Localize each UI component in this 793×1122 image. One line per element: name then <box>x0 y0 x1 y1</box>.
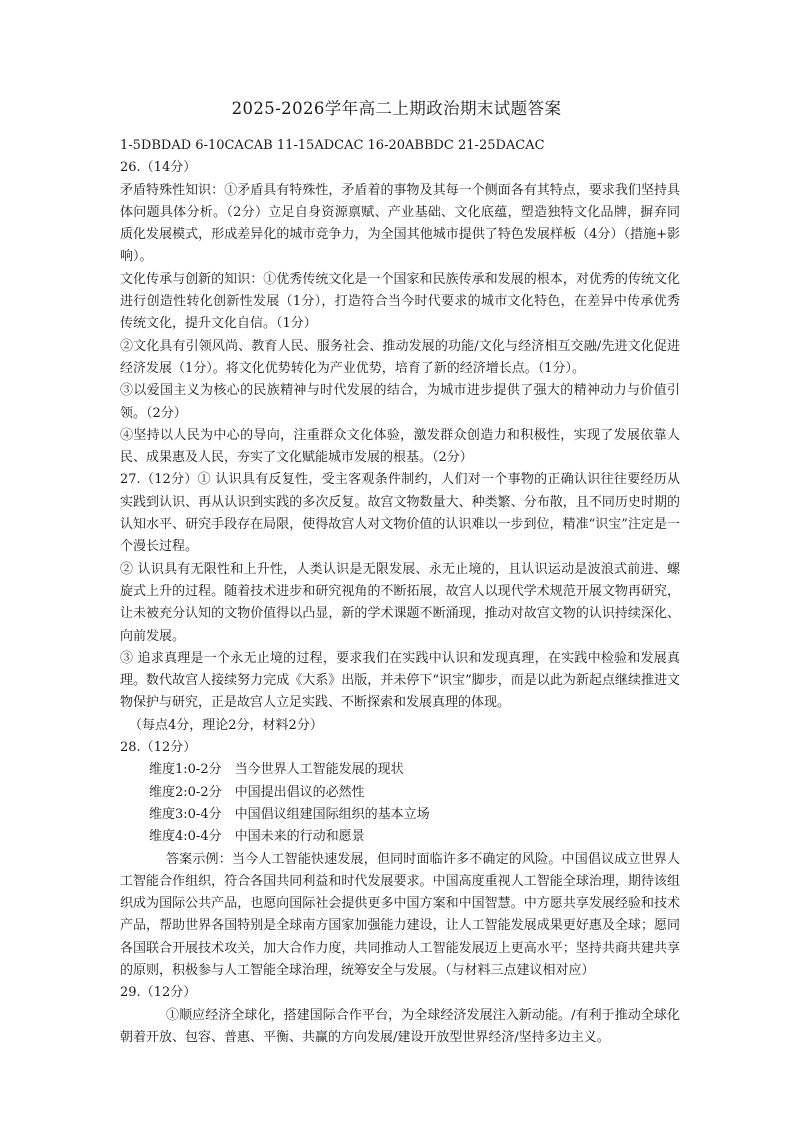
q26-paragraph-3: ②文化具有引领风尚、教育人民、服务社会、推动发展的功能/文化与经济相互交融/先进文化促进经济发展（1分）。将文化优势转化为产业优势，培育了新的经济增长点。（1分）。 <box>120 338 680 376</box>
page-title: 2025-2026学年高二上期政治期末试题答案 <box>231 99 562 118</box>
q26-heading: 26.（14分） <box>120 160 197 176</box>
q26-paragraph-2: 文化传承与创新的知识：①优秀传统文化是一个国家和民族传承和发展的根本，对优秀的传统文化进行创造性转化创新性发展（1分），打造符合当今时代要求的城市文化特色，在差异中传承优秀传统文化，提升文化自信。（1分） <box>120 271 680 332</box>
q28-dimension-2: 维度2:0-2分 中国提出倡议的必然性 <box>149 784 365 800</box>
q28-dimension-3: 维度3:0-4分 中国倡议组建国际组织的基本立场 <box>149 806 430 822</box>
q26-paragraph-4: ③以爱国主义为核心的民族精神与时代发展的结合，为城市进步提供了强大的精神动力与价值引领。（2分） <box>120 383 680 421</box>
q26-paragraph-5: ④坚持以人民为中心的导向，注重群众文化体验，激发群众创造力和积极性，实现了发展依靠人民、成果惠及人民，夯实了文化赋能城市发展的根基。（2分） <box>120 427 680 466</box>
q28-dimension-4: 维度4:0-4分 中国未来的行动和愿景 <box>149 829 365 845</box>
q27-paragraph-2: ② 认识具有无限性和上升性，人类认识是无限发展、永无止境的，且认识运动是波浪式前进、螺旋式上升的过程。随着技术进步和研究视角的不断拓展，故宫人以现代学术规范开展文物再研究，让未被充分认知的文物价值得以凸显，新的学术课题不断涌现，推动对故宫文物的认识持续深化、向前发展。 <box>120 561 680 644</box>
q28-dimension-1: 维度1:0-2分 当今世界人工智能发展的现状 <box>149 762 404 778</box>
q27-paragraph-1: 27.（12分）① 认识具有反复性，受主客观条件制约，人们对一个事物的正确认识往往要经历从实践到认识、再从认识到实践的多次反复。故宫文物数量大、种类繁、分布散，且不同历史时期的认知水平、研究手段存在局限，使得故宫人对文物价值的认识难以一步到位，精准“识宝”注定是一个漫长过程。 <box>120 472 680 555</box>
q29-heading: 29.（12分） <box>120 985 197 1001</box>
q27-scoring-note: （每点4分，理论2分，材料2分） <box>129 717 323 733</box>
q28-heading: 28.（12分） <box>120 740 197 756</box>
q27-paragraph-3: ③ 追求真理是一个永无止境的过程，要求我们在实践中认识和发现真理，在实践中检验和发展真理。数代故宫人接续努力完成《大系》出版，并未停下“识宝”脚步，而是以此为新起点继续推进文物保护与研究，正是故宫人立足实践、不断探索和发展真理的体现。 <box>120 650 680 711</box>
q29-paragraph-1: ①顺应经济全球化，搭建国际合作平台，为全球经济发展注入新动能。/有利于推动全球化朝着开放、包容、普惠、平衡、共赢的方向发展/建设开放型世界经济/坚持多边主义。 <box>120 1007 680 1045</box>
q28-sample-answer: 答案示例：当今人工智能快速发展，但同时面临许多不确定的风险。中国倡议成立世界人工智能合作组织，符合各国共同利益和时代发展要求。中国高度重视人工智能全球治理，期待该组织成为国际公共产品，也愿向国际社会提供更多中国方案和中国智慧。中方愿共享发展经验和技术产品，帮助世界各国特别是全球南方国家加强能力建设，让人工智能发展成果更好惠及全球；愿同各国联合开展技术攻关，加大合作力度，共同推动人工智能发展迈上更高水平；坚持共商共建共享的原则，积极参与人工智能全球治理，统筹安全与发展。（与材料三点建议相对应） <box>120 851 680 978</box>
document-body <box>120 135 680 1049</box>
choice-answers: 1-5DBDAD 6-10CACAB 11-15ADCAC 16-20ABBDC 21-25DACAC <box>120 138 545 153</box>
q26-paragraph-1: 矛盾特殊性知识：①矛盾具有特殊性，矛盾着的事物及其每一个侧面各有其特点，要求我们坚持具体问题具体分析。（2分）立足自身资源禀赋、产业基础、文化底蕴，塑造独特文化品牌，摒弃同质化发展模式，形成差异化的城市竞争力，为全国其他城市提供了特色发展样板（4分）（措施+影响）。 <box>120 182 680 265</box>
